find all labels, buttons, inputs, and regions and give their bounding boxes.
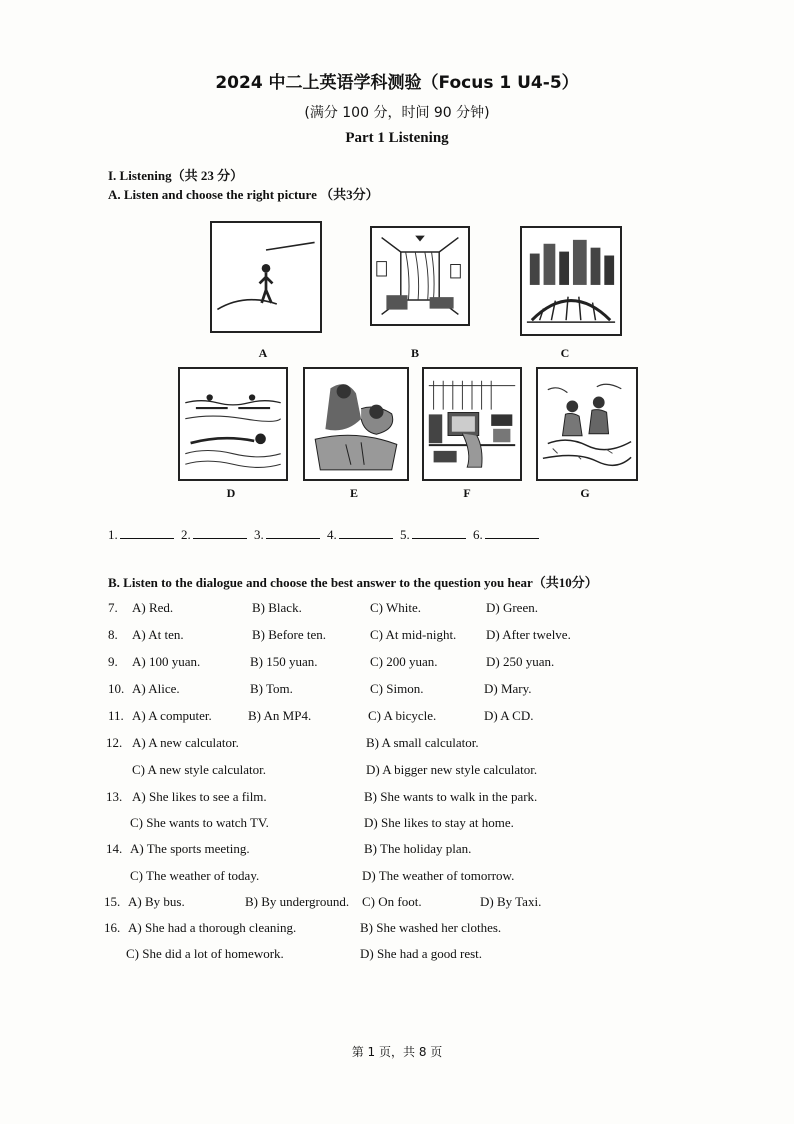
option-c[interactable]: C) At mid-night.: [370, 627, 457, 642]
question-number: 13.: [106, 789, 123, 804]
option-b[interactable]: B) She washed her clothes.: [360, 920, 502, 935]
option-c[interactable]: C) White.: [370, 600, 422, 615]
option-c[interactable]: C) The weather of today.: [130, 868, 260, 883]
option-b[interactable]: B) A small calculator.: [366, 735, 479, 750]
option-b[interactable]: B) Tom.: [250, 681, 293, 696]
option-b[interactable]: B) The holiday plan.: [364, 841, 472, 856]
page-footer: 第 1 页，共 8 页: [351, 1045, 443, 1059]
option-a[interactable]: A) Red.: [132, 600, 174, 615]
option-a[interactable]: A) At ten.: [132, 627, 184, 642]
option-d[interactable]: D) After twelve.: [486, 627, 571, 642]
option-d[interactable]: D) 250 yuan.: [486, 654, 555, 669]
section-b-heading: B. Listen to the dialogue and choose the best answer to the question you hear（共10分）: [108, 575, 598, 590]
option-d[interactable]: D) Mary.: [484, 681, 532, 696]
option-b[interactable]: B) Black.: [252, 600, 302, 615]
blank-number: 2.: [181, 527, 191, 542]
blank-number: 1.: [108, 527, 118, 542]
option-c[interactable]: C) A new style calculator.: [132, 762, 266, 777]
option-c[interactable]: C) 200 yuan.: [370, 654, 438, 669]
option-a[interactable]: A) A computer.: [132, 708, 212, 723]
answer-blanks: [108, 526, 543, 543]
picture-label-e: E: [349, 486, 358, 500]
page-subtitle: (满分 100 分，时间 90 分钟): [304, 105, 490, 121]
option-b[interactable]: B) 150 yuan.: [250, 654, 318, 669]
option-a[interactable]: A) The sports meeting.: [130, 841, 250, 856]
picture-label-d: D: [226, 486, 236, 500]
option-d[interactable]: D) The weather of tomorrow.: [362, 868, 515, 883]
picture-f: [422, 367, 522, 481]
answer-blank[interactable]: [120, 526, 174, 539]
picture-g: [536, 367, 638, 481]
question-number: 8.: [108, 627, 118, 642]
answer-blank[interactable]: [339, 526, 393, 539]
picture-label-b: B: [410, 346, 419, 360]
option-c[interactable]: C) On foot.: [362, 894, 422, 909]
question-number: 14.: [106, 841, 123, 856]
option-b[interactable]: B) She wants to walk in the park.: [364, 789, 538, 804]
question-number: 16.: [104, 920, 121, 935]
person-standing-icon: [212, 223, 320, 331]
option-c[interactable]: C) A bicycle.: [368, 708, 437, 723]
picture-label-f: F: [463, 486, 471, 500]
blank-number: 6.: [473, 527, 483, 542]
option-d[interactable]: D) A bigger new style calculator.: [366, 762, 538, 777]
question-number: 11.: [108, 708, 124, 723]
page-title: 2024 中二上英语学科测验（Focus 1 U4-5）: [215, 73, 579, 93]
section-a-heading: A. Listen and choose the right picture （共3分）: [108, 187, 379, 202]
blank-number: 5.: [400, 527, 410, 542]
option-c[interactable]: C) She did a lot of homework.: [126, 946, 284, 961]
question-number: 7.: [108, 600, 118, 615]
answer-blank[interactable]: [485, 526, 539, 539]
option-b[interactable]: B) An MP4.: [248, 708, 312, 723]
option-d[interactable]: D) A CD.: [484, 708, 534, 723]
option-c[interactable]: C) She wants to watch TV.: [130, 815, 269, 830]
picture-b: [370, 226, 470, 326]
option-a[interactable]: A) Alice.: [132, 681, 180, 696]
computer-desk-icon: [424, 369, 520, 479]
living-room-icon: [372, 228, 468, 324]
part-heading: Part 1 Listening: [345, 130, 449, 146]
answer-blank[interactable]: [266, 526, 320, 539]
option-d[interactable]: D) She had a good rest.: [360, 946, 483, 961]
option-a[interactable]: A) A new calculator.: [132, 735, 239, 750]
option-a[interactable]: A) 100 yuan.: [132, 654, 201, 669]
picture-d: [178, 367, 288, 481]
picture-e: [303, 367, 409, 481]
answer-blank[interactable]: [412, 526, 466, 539]
option-a[interactable]: A) By bus.: [128, 894, 185, 909]
question-number: 10.: [108, 681, 125, 696]
section-heading-listening: I. Listening（共 23 分）: [108, 168, 244, 183]
option-b[interactable]: B) Before ten.: [252, 627, 327, 642]
question-number: 15.: [104, 894, 121, 909]
picture-a: [210, 221, 322, 333]
option-b[interactable]: B) By underground.: [245, 894, 350, 909]
option-a[interactable]: A) She likes to see a film.: [132, 789, 267, 804]
question-number: 12.: [106, 735, 123, 750]
picture-label-g: G: [580, 486, 590, 500]
option-d[interactable]: D) Green.: [486, 600, 538, 615]
picture-c: [520, 226, 622, 336]
question-number: 9.: [108, 654, 118, 669]
option-d[interactable]: D) She likes to stay at home.: [364, 815, 514, 830]
blank-number: 3.: [254, 527, 264, 542]
option-a[interactable]: A) She had a thorough cleaning.: [128, 920, 297, 935]
option-d[interactable]: D) By Taxi.: [480, 894, 542, 909]
swimming-rowing-icon: [180, 369, 286, 479]
people-outdoors-icon: [538, 369, 636, 479]
doctor-patient-icon: [305, 369, 407, 479]
picture-label-a: A: [258, 346, 268, 360]
option-c[interactable]: C) Simon.: [370, 681, 424, 696]
answer-blank[interactable]: [193, 526, 247, 539]
picture-label-c: C: [560, 346, 570, 360]
city-bridge-icon: [522, 228, 620, 334]
blank-number: 4.: [327, 527, 337, 542]
